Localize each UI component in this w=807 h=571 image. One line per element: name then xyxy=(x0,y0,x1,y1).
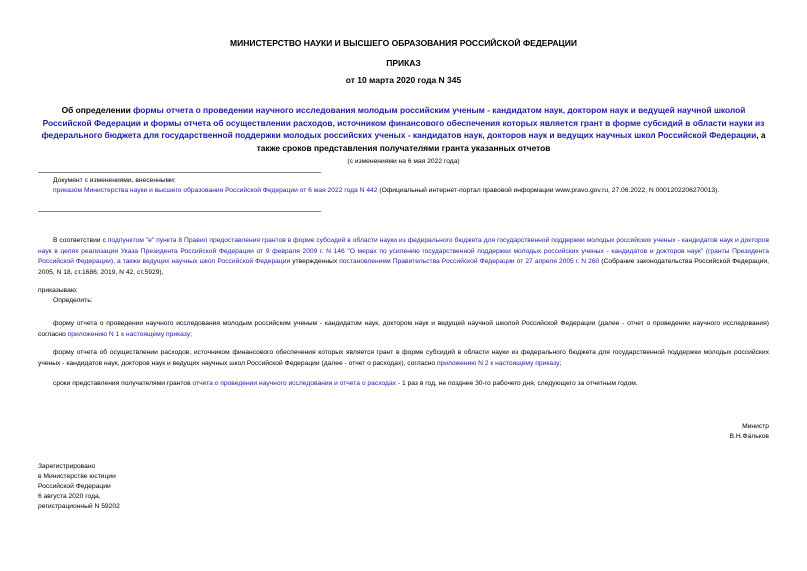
item-end: ; xyxy=(190,330,193,338)
item-1 xyxy=(38,319,769,340)
document-type: ПРИКАЗ xyxy=(386,58,421,68)
reports-link[interactable]: отчета о проведении научного исследования и отчета о расходах xyxy=(192,380,397,387)
appendix-2-link[interactable]: приложению N 2 к настоящему приказу xyxy=(436,359,560,367)
title-prefix: Об определении xyxy=(61,105,134,115)
determine-word: Определить: xyxy=(53,297,93,304)
divider-bottom xyxy=(38,211,321,212)
rules-link[interactable]: подпунктом "е" пункта 8 Правил предоставления грантов в форме субсидий в области науки из федерального бюджета для государственной поддержки молодых российских ученых - кандидатов наук и докторов наук в целях реализации Указа Президента Российской Федерации от 9 февраля 2009 г. N 146 "О мерах по усилению государственной поддержки молодых российских ученых - кандидатов и докторов наук" (гранты Президента Российской Федерации), а также ведущих научных школ Российской Федерации xyxy=(38,237,769,266)
registration-line-2: в Министерстве юстиции xyxy=(38,473,116,480)
item-text: форму отчета о проведении научного исследования молодым российским ученым - кандидатом наук, доктором наук и ведущей научной школой Российской Федерации (далее - отчет о проведении научного исследования) согласно xyxy=(38,320,769,338)
title-suffix: , а также сроков представления получателями гранта указанных отчетов xyxy=(256,130,766,153)
registration-line-5: регистрационный N 59202 xyxy=(38,503,120,510)
preamble-paragraph xyxy=(38,236,769,278)
preamble-text: В соответствии с xyxy=(53,237,108,244)
signature-name: В.Н.Фальков xyxy=(729,433,769,440)
divider-top xyxy=(38,172,321,173)
resolution-link[interactable]: постановлением Правительства Российской Федерации от 27 апреля 2005 г. N 260 xyxy=(339,258,600,266)
changes-label: Документ с изменениями, внесенными: xyxy=(53,177,176,184)
appendix-1-link[interactable]: приложению N 1 к настоящему приказу xyxy=(67,330,191,338)
ministry-heading: МИНИСТЕРСТВО НАУКИ И ВЫСШЕГО ОБРАЗОВАНИЯ РОССИЙСКОЙ ФЕДЕРАЦИИ xyxy=(230,38,577,48)
item-end: ; xyxy=(559,359,562,367)
preamble-text: (Собрание законодательства Российской Федерации, 2005, N 18, ст.1686; 2019, N 42, ст.5929), xyxy=(38,258,769,276)
signature-position: Министр xyxy=(742,423,769,430)
preamble-text: утвержденных xyxy=(290,258,340,266)
title-link[interactable]: формы отчета о проведении научного исследования молодым российским ученым - кандидатом наук, доктором наук и ведущей научной школой Российской Федерации и формы отчета об осуществлении расходов, источником финансового обеспечения которых является грант в форме субсидий в области науки из федерального бюджета для государственной поддержки молодых российских ученых - кандидатов наук, докторов наук и ведущих научных школ Российской Федерации xyxy=(41,105,765,140)
item-text: форму отчета об осуществлении расходов, источником финансового обеспечения которых является грант в форме субсидий в области науки из федерального бюджета для государственной поддержки молодых российских ученых - кандидатов наук, докторов наук и ведущих научных школ Российской Федерации (далее - отчет о расходах), согласно xyxy=(38,349,769,367)
document-title xyxy=(38,104,769,154)
date-number: от 10 марта 2020 года N 345 xyxy=(345,75,462,85)
item-2 xyxy=(38,348,769,369)
registration-line-4: 6 августа 2020 года, xyxy=(38,493,101,500)
item-end: - 1 раз в год, не позднее 30-го рабочего дня, следующего за отчетным годом. xyxy=(396,380,638,387)
edition-note: (с изменениями на 6 мая 2022 года) xyxy=(347,158,460,165)
registration-line-1: Зарегистрировано xyxy=(38,463,96,470)
item-3 xyxy=(53,379,769,390)
item-text: сроки представления получателями грантов xyxy=(53,380,193,387)
amendment-link[interactable]: приказом Министерства науки и высшего образования Российской Федерации от 6 мая 2022 года N 442 xyxy=(53,187,378,194)
changes-text xyxy=(38,186,769,197)
amendment-source: (Официальный интернет-портал правовой информации www.pravo.gov.ru, 27.06.2022, N 0001202206270013). xyxy=(377,187,720,194)
registration-line-3: Российской Федерации xyxy=(38,483,111,490)
order-word: приказываю: xyxy=(38,287,78,294)
